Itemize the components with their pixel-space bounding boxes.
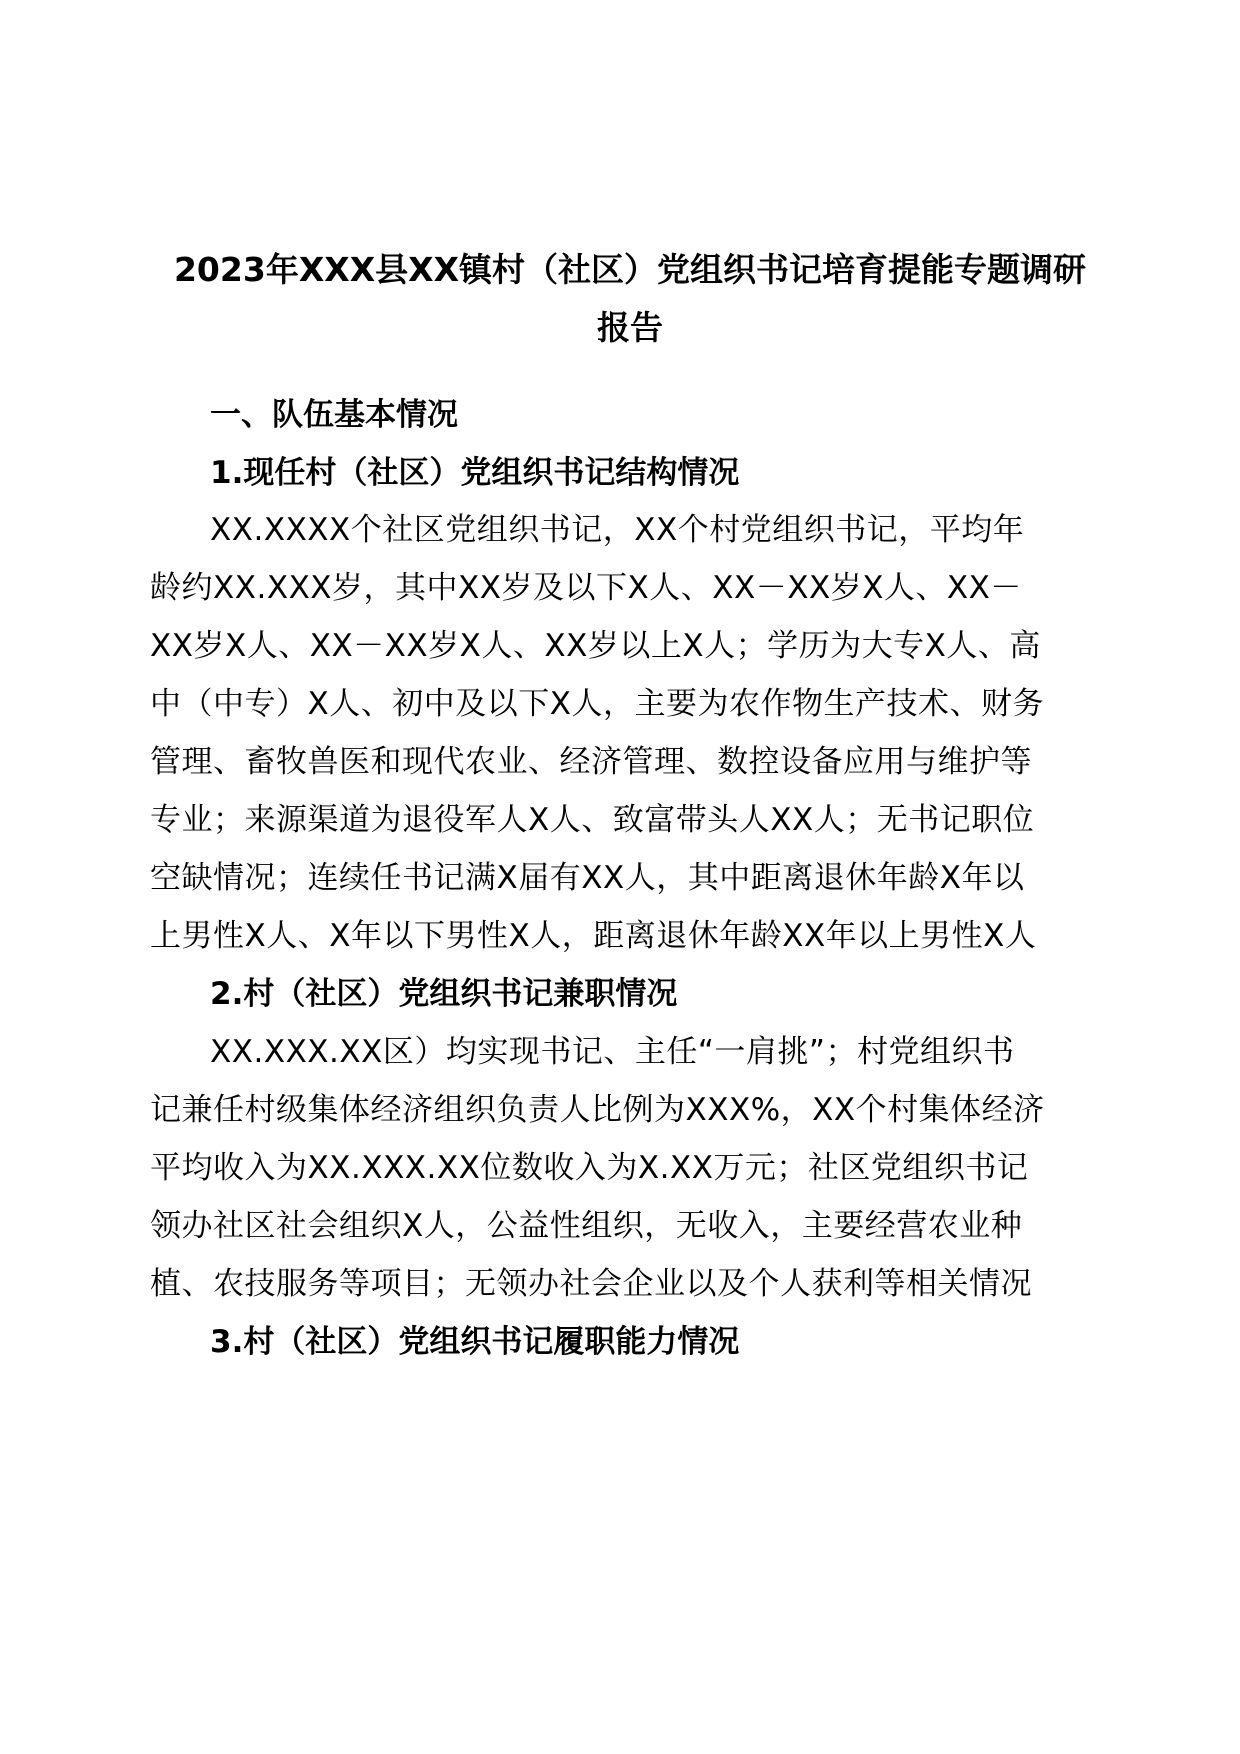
paragraph-2-line: XX.XXX.XX区）均实现书记、主任“一肩挑”；村党组织书 [210, 1034, 1015, 1070]
paragraph-1-line: XX.XXXX个社区党组织书记，XX个村党组织书记，平均年 [210, 512, 1025, 548]
paragraph-1-line: 龄约XX.XXX岁，其中XX岁及以下X人、XX－XX岁X人、XX－ [150, 570, 1022, 606]
document-title-line-2: 报告 [597, 308, 663, 347]
paragraph-2-line: 平均收入为XX.XXX.XX位数收入为X.XX万元；社区党组织书记 [150, 1150, 1029, 1186]
paragraph-2-line: 植、农技服务等项目；无领办社会企业以及个人获利等相关情况 [150, 1266, 1032, 1302]
paragraph-1-line: 专业；来源渠道为退役军人X人、致富带头人XX人；无书记职位 [150, 802, 1035, 838]
paragraph-1-line: 管理、畜牧兽医和现代农业、经济管理、数控设备应用与维护等 [150, 744, 1032, 780]
paragraph-1-line: 上男性X人、X年以下男性X人，距离退休年龄XX年以上男性X人 [150, 918, 1037, 954]
subsection-heading-1: 1.现任村（社区）党组织书记结构情况 [210, 455, 740, 491]
paragraph-2-line: 记兼任村级集体经济组织负责人比例为XXX%，XX个村集体经济 [150, 1092, 1045, 1128]
paragraph-1-line: XX岁X人、XX－XX岁X人、XX岁以上X人；学历为大专X人、高 [150, 628, 1041, 664]
paragraph-1-line: 空缺情况；连续任书记满X届有XX人，其中距离退休年龄X年以 [150, 860, 1025, 896]
paragraph-1-line: 中（中专）X人、初中及以下X人，主要为农作物生产技术、财务 [150, 686, 1044, 722]
section-heading-1: 一、队伍基本情况 [210, 397, 458, 433]
paragraph-2-line: 领办社区社会组织X人，公益性组织，无收入，主要经营农业种 [150, 1208, 1023, 1244]
document-title-line-1: 2023年XXX县XX镇村（社区）党组织书记培育提能专题调研 [173, 250, 1087, 289]
subsection-heading-2: 2.村（社区）党组织书记兼职情况 [210, 976, 678, 1012]
subsection-heading-3: 3.村（社区）党组织书记履职能力情况 [210, 1324, 740, 1360]
